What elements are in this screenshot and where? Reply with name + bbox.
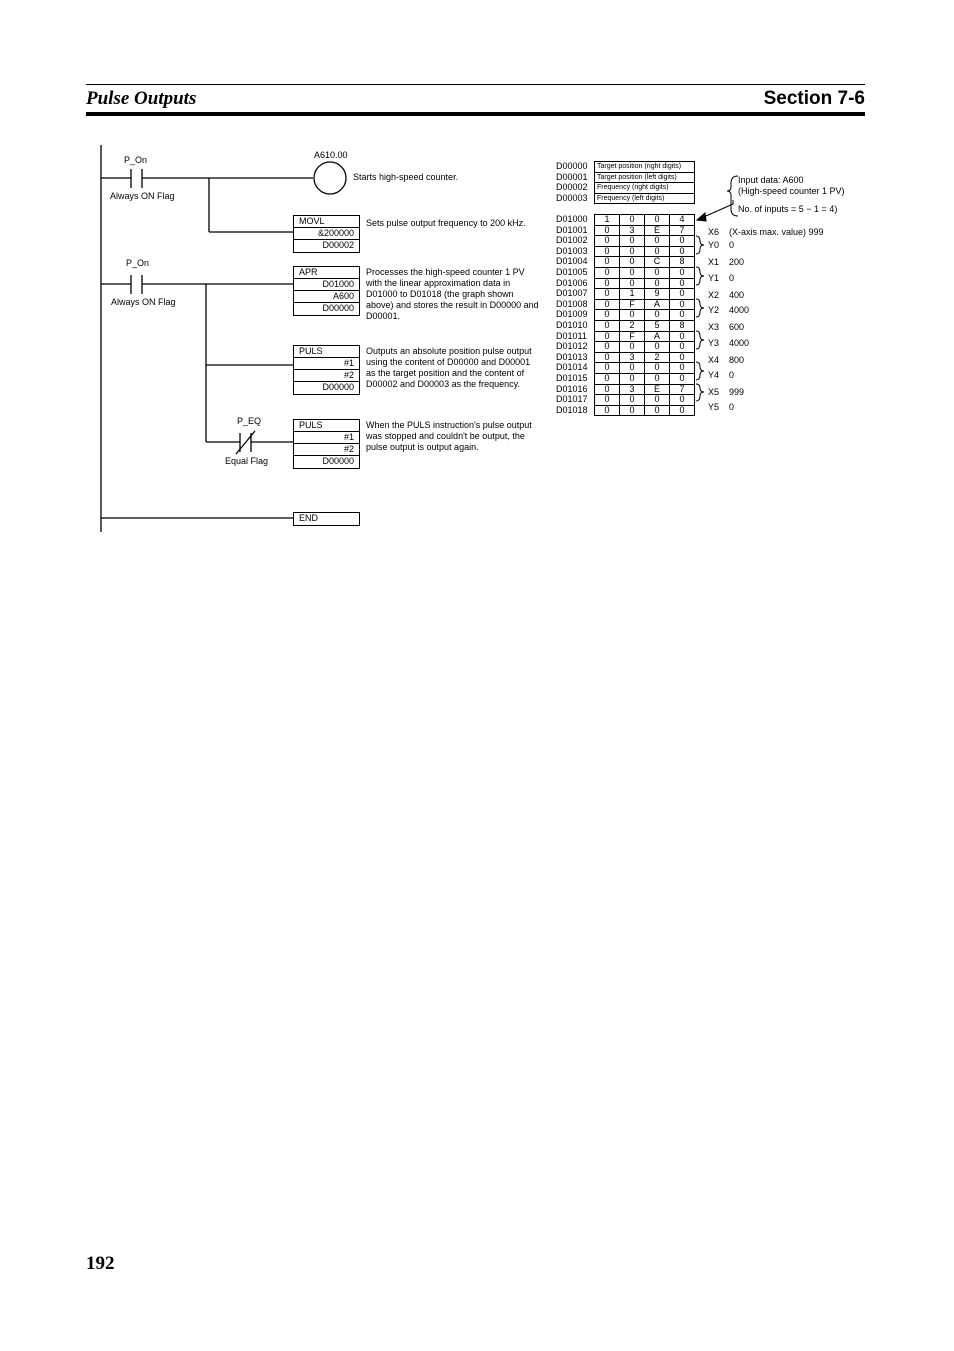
contact-p-eq-label: P_EQ [237, 416, 262, 426]
table-row [595, 215, 695, 226]
instr-operand: #1 [294, 358, 359, 370]
approx-register-labels [556, 214, 588, 415]
hex-digit-cell: 7 [670, 384, 695, 395]
instr-operand: #2 [294, 444, 359, 456]
xy-value: 4000 [729, 338, 750, 348]
input-note-line: No. of inputs = 5 − 1 = 4) [738, 204, 838, 214]
hex-digit-cell: 0 [595, 236, 620, 247]
xy-key: X4 [708, 355, 720, 365]
register-label: D01009 [556, 309, 588, 320]
table-row [595, 267, 695, 278]
register-desc: Frequency (right digits) [595, 183, 695, 194]
instr-operand: &200000 [294, 228, 359, 240]
register-label: D01010 [556, 319, 588, 330]
xy-key: Y0 [708, 240, 720, 250]
xy-key: Y2 [708, 305, 720, 315]
always-on-flag-label: Always ON Flag [110, 191, 175, 201]
hex-digit-cell: 0 [595, 342, 620, 353]
xy-value: 999 [729, 387, 745, 397]
hex-digit-cell: 0 [670, 278, 695, 289]
contact-p-on-label: P_On [124, 155, 148, 165]
puls-instruction [293, 345, 360, 395]
hex-digit-cell: F [620, 299, 645, 310]
hex-digit-cell: 0 [620, 405, 645, 416]
puls-retry-description: When the PULS instruction's pulse output was stopped and couldn't be output, the pulse output is output again. [366, 420, 532, 452]
hex-digit-cell: 0 [645, 342, 670, 353]
hex-digit-cell: F [620, 331, 645, 342]
hex-digit-cell: 0 [645, 373, 670, 384]
table-row [595, 395, 695, 406]
hex-digit-cell: 0 [670, 395, 695, 406]
xy-value: 0 [729, 273, 735, 283]
hex-digit-cell: 0 [595, 278, 620, 289]
table-row [595, 373, 695, 384]
coil-address-label: A610.00 [314, 150, 348, 160]
hex-digit-cell: 0 [670, 352, 695, 363]
register-label: D01016 [556, 383, 588, 394]
table-row [595, 225, 695, 236]
hex-digit-cell: 0 [620, 257, 645, 268]
hex-digit-cell: 0 [670, 246, 695, 257]
register-label: D01000 [556, 214, 588, 224]
hex-digit-cell: 0 [595, 246, 620, 257]
xy-value: 400 [729, 290, 745, 300]
xy-key: Y3 [708, 338, 720, 348]
hex-digit-cell: 0 [620, 395, 645, 406]
instr-operand: A600 [294, 291, 359, 303]
coil-description: Starts high-speed counter. [353, 172, 459, 182]
instr-operand: D01000 [294, 279, 359, 291]
xy-value: 0 [729, 240, 735, 250]
puls-instruction-retry [293, 419, 360, 469]
instr-name: APR [294, 267, 359, 279]
top-register-labels [556, 161, 588, 203]
xy-key: X6 [708, 227, 720, 237]
hex-digit-cell: 0 [620, 278, 645, 289]
hex-digit-cell: 0 [645, 236, 670, 247]
hex-digit-cell: 9 [645, 289, 670, 300]
hex-digit-cell: 0 [620, 215, 645, 226]
hex-digit-cell: 0 [670, 405, 695, 416]
hex-digit-cell: 0 [595, 405, 620, 416]
hex-digit-cell: 0 [670, 363, 695, 374]
instr-name: PULS [294, 346, 359, 358]
register-label: D01002 [556, 235, 588, 246]
hex-digit-cell: 0 [595, 384, 620, 395]
xy-value: (X-axis max. value) 999 [729, 227, 824, 237]
table-row [595, 352, 695, 363]
hex-digit-cell: 0 [595, 299, 620, 310]
movl-description: Sets pulse output frequency to 200 kHz. [366, 218, 526, 228]
hex-digit-cell: 0 [670, 236, 695, 247]
register-label: D01006 [556, 277, 588, 288]
register-label: D01007 [556, 288, 588, 299]
hex-digit-cell: 4 [670, 215, 695, 226]
approx-register-table [594, 214, 695, 416]
hex-digit-cell: E [645, 384, 670, 395]
table-row [595, 236, 695, 247]
table-row [595, 331, 695, 342]
hex-digit-cell: 2 [645, 352, 670, 363]
table-row [595, 246, 695, 257]
xy-key: Y4 [708, 370, 720, 380]
hex-digit-cell: 0 [595, 395, 620, 406]
puls-description: Outputs an absolute position pulse output using the content of D00000 and D00001 as the target position and the content of D00002 and D00003 as the frequency. [366, 346, 532, 389]
instr-operand: #1 [294, 432, 359, 444]
page-title: Pulse Outputs [86, 88, 197, 109]
hex-digit-cell: 0 [645, 405, 670, 416]
hex-digit-cell: 8 [670, 257, 695, 268]
movl-instruction [293, 215, 360, 253]
register-label: D00000 [556, 161, 588, 171]
hex-digit-cell: 0 [670, 289, 695, 300]
register-label: D01011 [556, 330, 587, 341]
instr-operand: D00000 [322, 456, 354, 466]
hex-digit-cell: 0 [595, 289, 620, 300]
contact-p-on-label: P_On [126, 258, 150, 268]
hex-digit-cell: 5 [645, 320, 670, 331]
hex-digit-cell: 0 [645, 267, 670, 278]
hex-digit-cell: 0 [620, 310, 645, 321]
end-instruction [293, 512, 360, 526]
xy-value: 0 [729, 402, 735, 412]
hex-digit-cell: 0 [620, 246, 645, 257]
hex-digit-cell: 0 [595, 373, 620, 384]
always-on-flag-label: Always ON Flag [111, 297, 176, 307]
xy-key: X1 [708, 257, 720, 267]
hex-digit-cell: 3 [620, 225, 645, 236]
hex-digit-cell: 0 [670, 331, 695, 342]
table-row [595, 405, 695, 416]
hex-digit-cell: 0 [645, 310, 670, 321]
table-row [595, 320, 695, 331]
register-label: D01005 [556, 266, 588, 277]
register-label: D01008 [556, 298, 588, 309]
hex-digit-cell: 3 [620, 352, 645, 363]
hex-digit-cell: 0 [595, 363, 620, 374]
register-label: D01001 [556, 224, 588, 235]
input-note-line: Input data: A600 [738, 175, 804, 185]
xy-key: X2 [708, 290, 720, 300]
hex-digit-cell: 0 [595, 267, 620, 278]
hex-digit-cell: 0 [595, 331, 620, 342]
instr-name: PULS [294, 420, 359, 432]
xy-key: Y5 [708, 402, 720, 412]
table-row [595, 363, 695, 374]
table-row [595, 310, 695, 321]
xy-key: Y1 [708, 273, 720, 283]
hex-digit-cell: 1 [620, 289, 645, 300]
instr-name: MOVL [294, 216, 359, 228]
apr-instruction [293, 266, 360, 316]
register-label: D01015 [556, 372, 588, 383]
instr-operand: D00002 [322, 240, 354, 250]
table-row [595, 299, 695, 310]
hex-digit-cell: 7 [670, 225, 695, 236]
hex-digit-cell: 0 [645, 278, 670, 289]
hex-digit-cell: 3 [620, 384, 645, 395]
hex-digit-cell: 0 [645, 395, 670, 406]
register-label: D00002 [556, 182, 588, 193]
register-desc: Target position (left digits) [595, 172, 695, 183]
register-label: D01004 [556, 256, 588, 267]
apr-description: Processes the high-speed counter 1 PV with the linear approximation data in D01000 to D01018 (the graph shown above) and stores the result in D00000 and D00001. [366, 267, 539, 321]
table-row [595, 257, 695, 268]
hex-digit-cell: 0 [620, 373, 645, 384]
register-label: D00003 [556, 192, 588, 203]
hex-digit-cell: 0 [645, 363, 670, 374]
hex-digit-cell: 0 [620, 363, 645, 374]
register-label: D01012 [556, 341, 588, 352]
page-number: 192 [86, 1253, 115, 1274]
input-note-line: (High-speed counter 1 PV) [738, 186, 845, 196]
hex-digit-cell: 0 [595, 225, 620, 236]
hex-digit-cell: 0 [670, 342, 695, 353]
xy-value: 200 [729, 257, 745, 267]
xy-value: 800 [729, 355, 745, 365]
register-label: D01014 [556, 362, 588, 373]
xy-value: 4000 [729, 305, 750, 315]
top-register-table [594, 161, 695, 204]
register-label: D01017 [556, 394, 588, 405]
hex-digit-cell: 0 [645, 246, 670, 257]
instr-name: END [299, 513, 319, 523]
register-label: D01018 [556, 404, 588, 415]
hex-digit-cell: 0 [670, 267, 695, 278]
hex-digit-cell: E [645, 225, 670, 236]
hex-digit-cell: 0 [595, 257, 620, 268]
hex-digit-cell: 0 [645, 215, 670, 226]
section-label: Section 7-6 [763, 88, 865, 109]
table-row [595, 289, 695, 300]
register-label: D00001 [556, 171, 588, 182]
hex-digit-cell: C [645, 257, 670, 268]
register-label: D01003 [556, 245, 588, 256]
instr-operand: D00000 [322, 382, 354, 392]
xy-value: 0 [729, 370, 735, 380]
xy-key: X5 [708, 387, 720, 397]
register-desc: Frequency (left digits) [595, 193, 695, 204]
register-label: D01013 [556, 351, 588, 362]
hex-digit-cell: 0 [595, 352, 620, 363]
hex-digit-cell: 0 [670, 373, 695, 384]
table-row [595, 342, 695, 353]
table-row [595, 384, 695, 395]
hex-digit-cell: 0 [620, 342, 645, 353]
xy-value: 600 [729, 322, 745, 332]
hex-digit-cell: 0 [620, 236, 645, 247]
hex-digit-cell: 0 [670, 310, 695, 321]
hex-digit-cell: A [645, 299, 670, 310]
hex-digit-cell: 0 [595, 310, 620, 321]
instr-operand: #2 [294, 370, 359, 382]
hex-digit-cell: 8 [670, 320, 695, 331]
equal-flag-label: Equal Flag [225, 456, 269, 466]
hex-digit-cell: A [645, 331, 670, 342]
hex-digit-cell: 0 [595, 320, 620, 331]
xy-key: X3 [708, 322, 720, 332]
hex-digit-cell: 0 [620, 267, 645, 278]
hex-digit-cell: 0 [670, 299, 695, 310]
hex-digit-cell: 1 [595, 215, 620, 226]
table-row [595, 278, 695, 289]
instr-operand: D00000 [322, 303, 354, 313]
hex-digit-cell: 2 [620, 320, 645, 331]
register-desc: Target position (right digits) [595, 162, 695, 173]
